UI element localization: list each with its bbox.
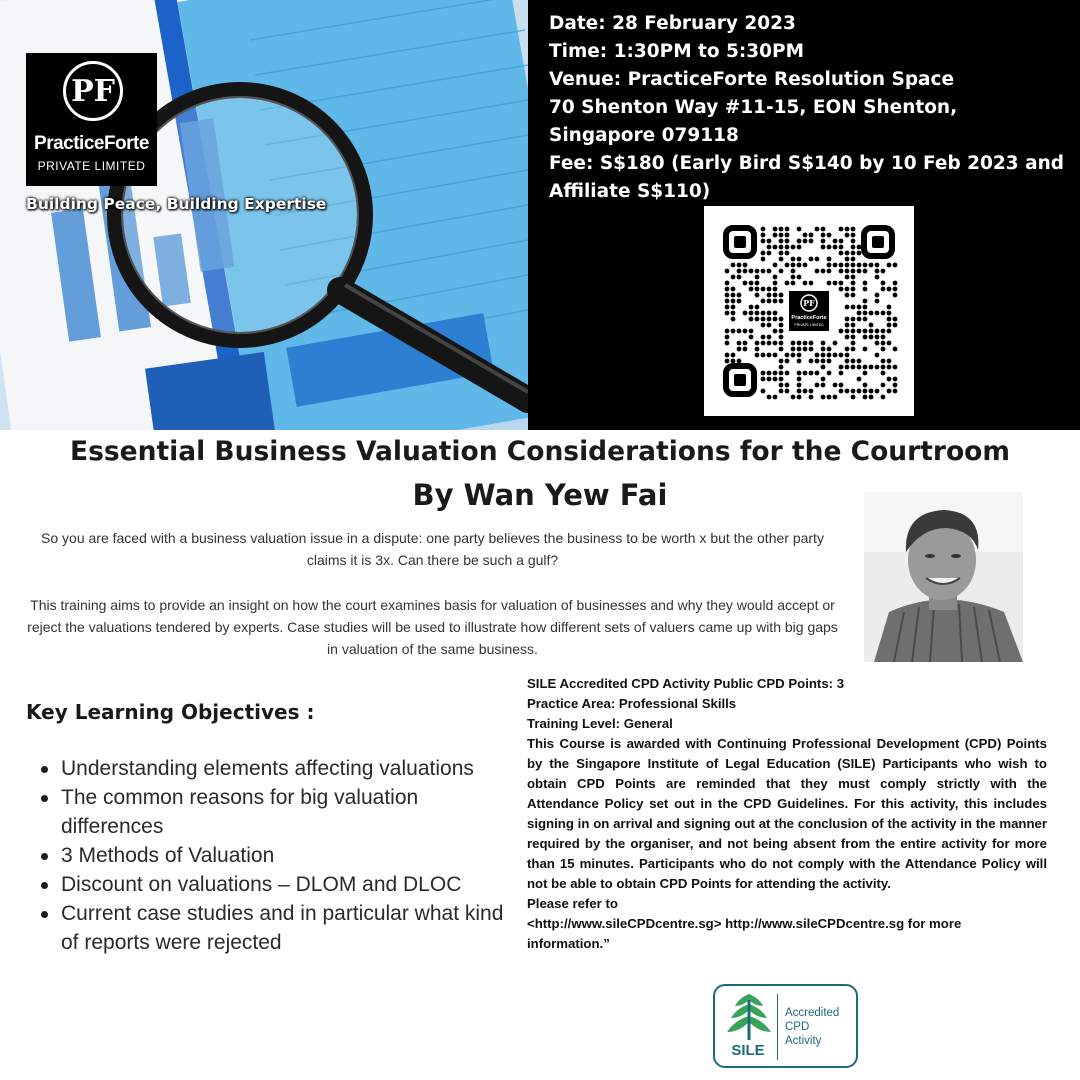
logo-subtitle: PRIVATE LIMITED <box>37 159 146 173</box>
qr-logo-name: PracticeForte <box>791 315 827 321</box>
objective-text: 3 Methods of Valuation <box>61 844 275 867</box>
list-item <box>26 870 506 899</box>
qr-code-pattern <box>704 206 914 416</box>
event-info-panel <box>528 0 1080 430</box>
bullet-icon <box>41 853 48 860</box>
bullet-icon <box>41 766 48 773</box>
list-item <box>26 841 506 870</box>
objective-text: Understanding elements affecting valuations <box>61 757 474 780</box>
event-address-line2: Singapore 079118 <box>549 125 739 146</box>
event-fee-line2: Affiliate S$110) <box>549 181 711 202</box>
objective-text: The common reasons for big valuation differences <box>61 786 419 838</box>
cpd-attendance-policy: This Course is awarded with Continuing Professional Development (CPD) Points by the Singapore Institute of Legal Education (SILE) Participants who wish to obtain CPD Points are reminded that they must comply strictly with the Attendance Policy set out in the CPD Guidelines. For this activity, this includes signing in on arrival and signing out at the conclusion of the activity in the manner required by the organiser, and not being absent from the entire activity for more than 15 minutes. Participants who do not comply with the Attendance Policy will not be able to obtain CPD Points for attending the activity. <box>527 736 1047 891</box>
event-time: Time: 1:30PM to 5:30PM <box>549 41 805 62</box>
bullet-icon <box>41 795 48 802</box>
svg-text:PF: PF <box>803 298 815 308</box>
list-item <box>26 783 506 841</box>
badge-text <box>785 1006 839 1048</box>
sile-accredited-badge <box>713 984 858 1068</box>
registration-qr-code[interactable] <box>704 206 914 416</box>
objective-text: Discount on valuations – DLOM and DLOC <box>61 873 462 896</box>
event-date: Date: 28 February 2023 <box>549 13 796 34</box>
cpd-refer: Please refer to <box>527 896 618 911</box>
list-item <box>26 899 506 957</box>
badge-line-1: Accredited <box>785 1007 840 1019</box>
event-venue: Venue: PracticeForte Resolution Space <box>549 69 955 90</box>
logo-initials: PF <box>63 61 123 121</box>
course-author: By Wan Yew Fai <box>412 478 668 512</box>
intro-paragraph-2: This training aims to provide an insight on how the court examines basis for valuation of businesses and why they would accept or reject the valuations tendered by experts. Case studies will be used to illustrate how different sets of valuers came up with big gaps in valuation of the same business. <box>27 597 838 657</box>
intro-paragraph-1: So you are faced with a business valuation issue in a dispute: one party believes the business to be worth x but the other party claims it is 3x. Can there be such a gulf? <box>41 530 824 568</box>
cpd-training-level: Training Level: General <box>527 716 673 731</box>
practiceforte-logo <box>26 53 157 186</box>
speaker-photo <box>864 492 1023 662</box>
tagline: Building Peace, Building Expertise <box>26 195 327 213</box>
logo-name: PracticeForte <box>34 133 149 154</box>
bullet-icon <box>41 911 48 918</box>
objectives-list <box>26 754 506 957</box>
badge-line-3: Activity <box>785 1035 822 1047</box>
badge-divider <box>777 994 778 1060</box>
objectives-heading: Key Learning Objectives : <box>26 700 315 724</box>
sile-leaf-icon <box>719 990 779 1046</box>
list-item <box>26 754 506 783</box>
badge-line-2: CPD <box>785 1021 810 1033</box>
sile-wordmark: SILE <box>731 1042 765 1059</box>
event-address-line1: 70 Shenton Way #11-15, EON Shenton, <box>549 97 958 118</box>
cpd-end: information.” <box>527 936 610 951</box>
cpd-practice-area: Practice Area: Professional Skills <box>527 696 737 711</box>
event-fee-line1: Fee: S$180 (Early Bird S$140 by 10 Feb 2023 and <box>549 153 1064 174</box>
qr-logo-sub: PRIVATE LIMITED <box>794 323 824 327</box>
cpd-information <box>527 674 1047 954</box>
course-title: Essential Business Valuation Considerations for the Courtroom <box>70 436 1010 467</box>
bullet-icon <box>41 882 48 889</box>
objective-text: Current case studies and in particular what kind of reports were rejected <box>61 902 504 954</box>
cpd-points: SILE Accredited CPD Activity Public CPD Points: 3 <box>527 676 845 691</box>
cpd-link[interactable]: <http://www.sileCPDcentre.sg> http://www.sileCPDcentre.sg for more <box>527 916 962 931</box>
hero-image <box>0 0 528 430</box>
